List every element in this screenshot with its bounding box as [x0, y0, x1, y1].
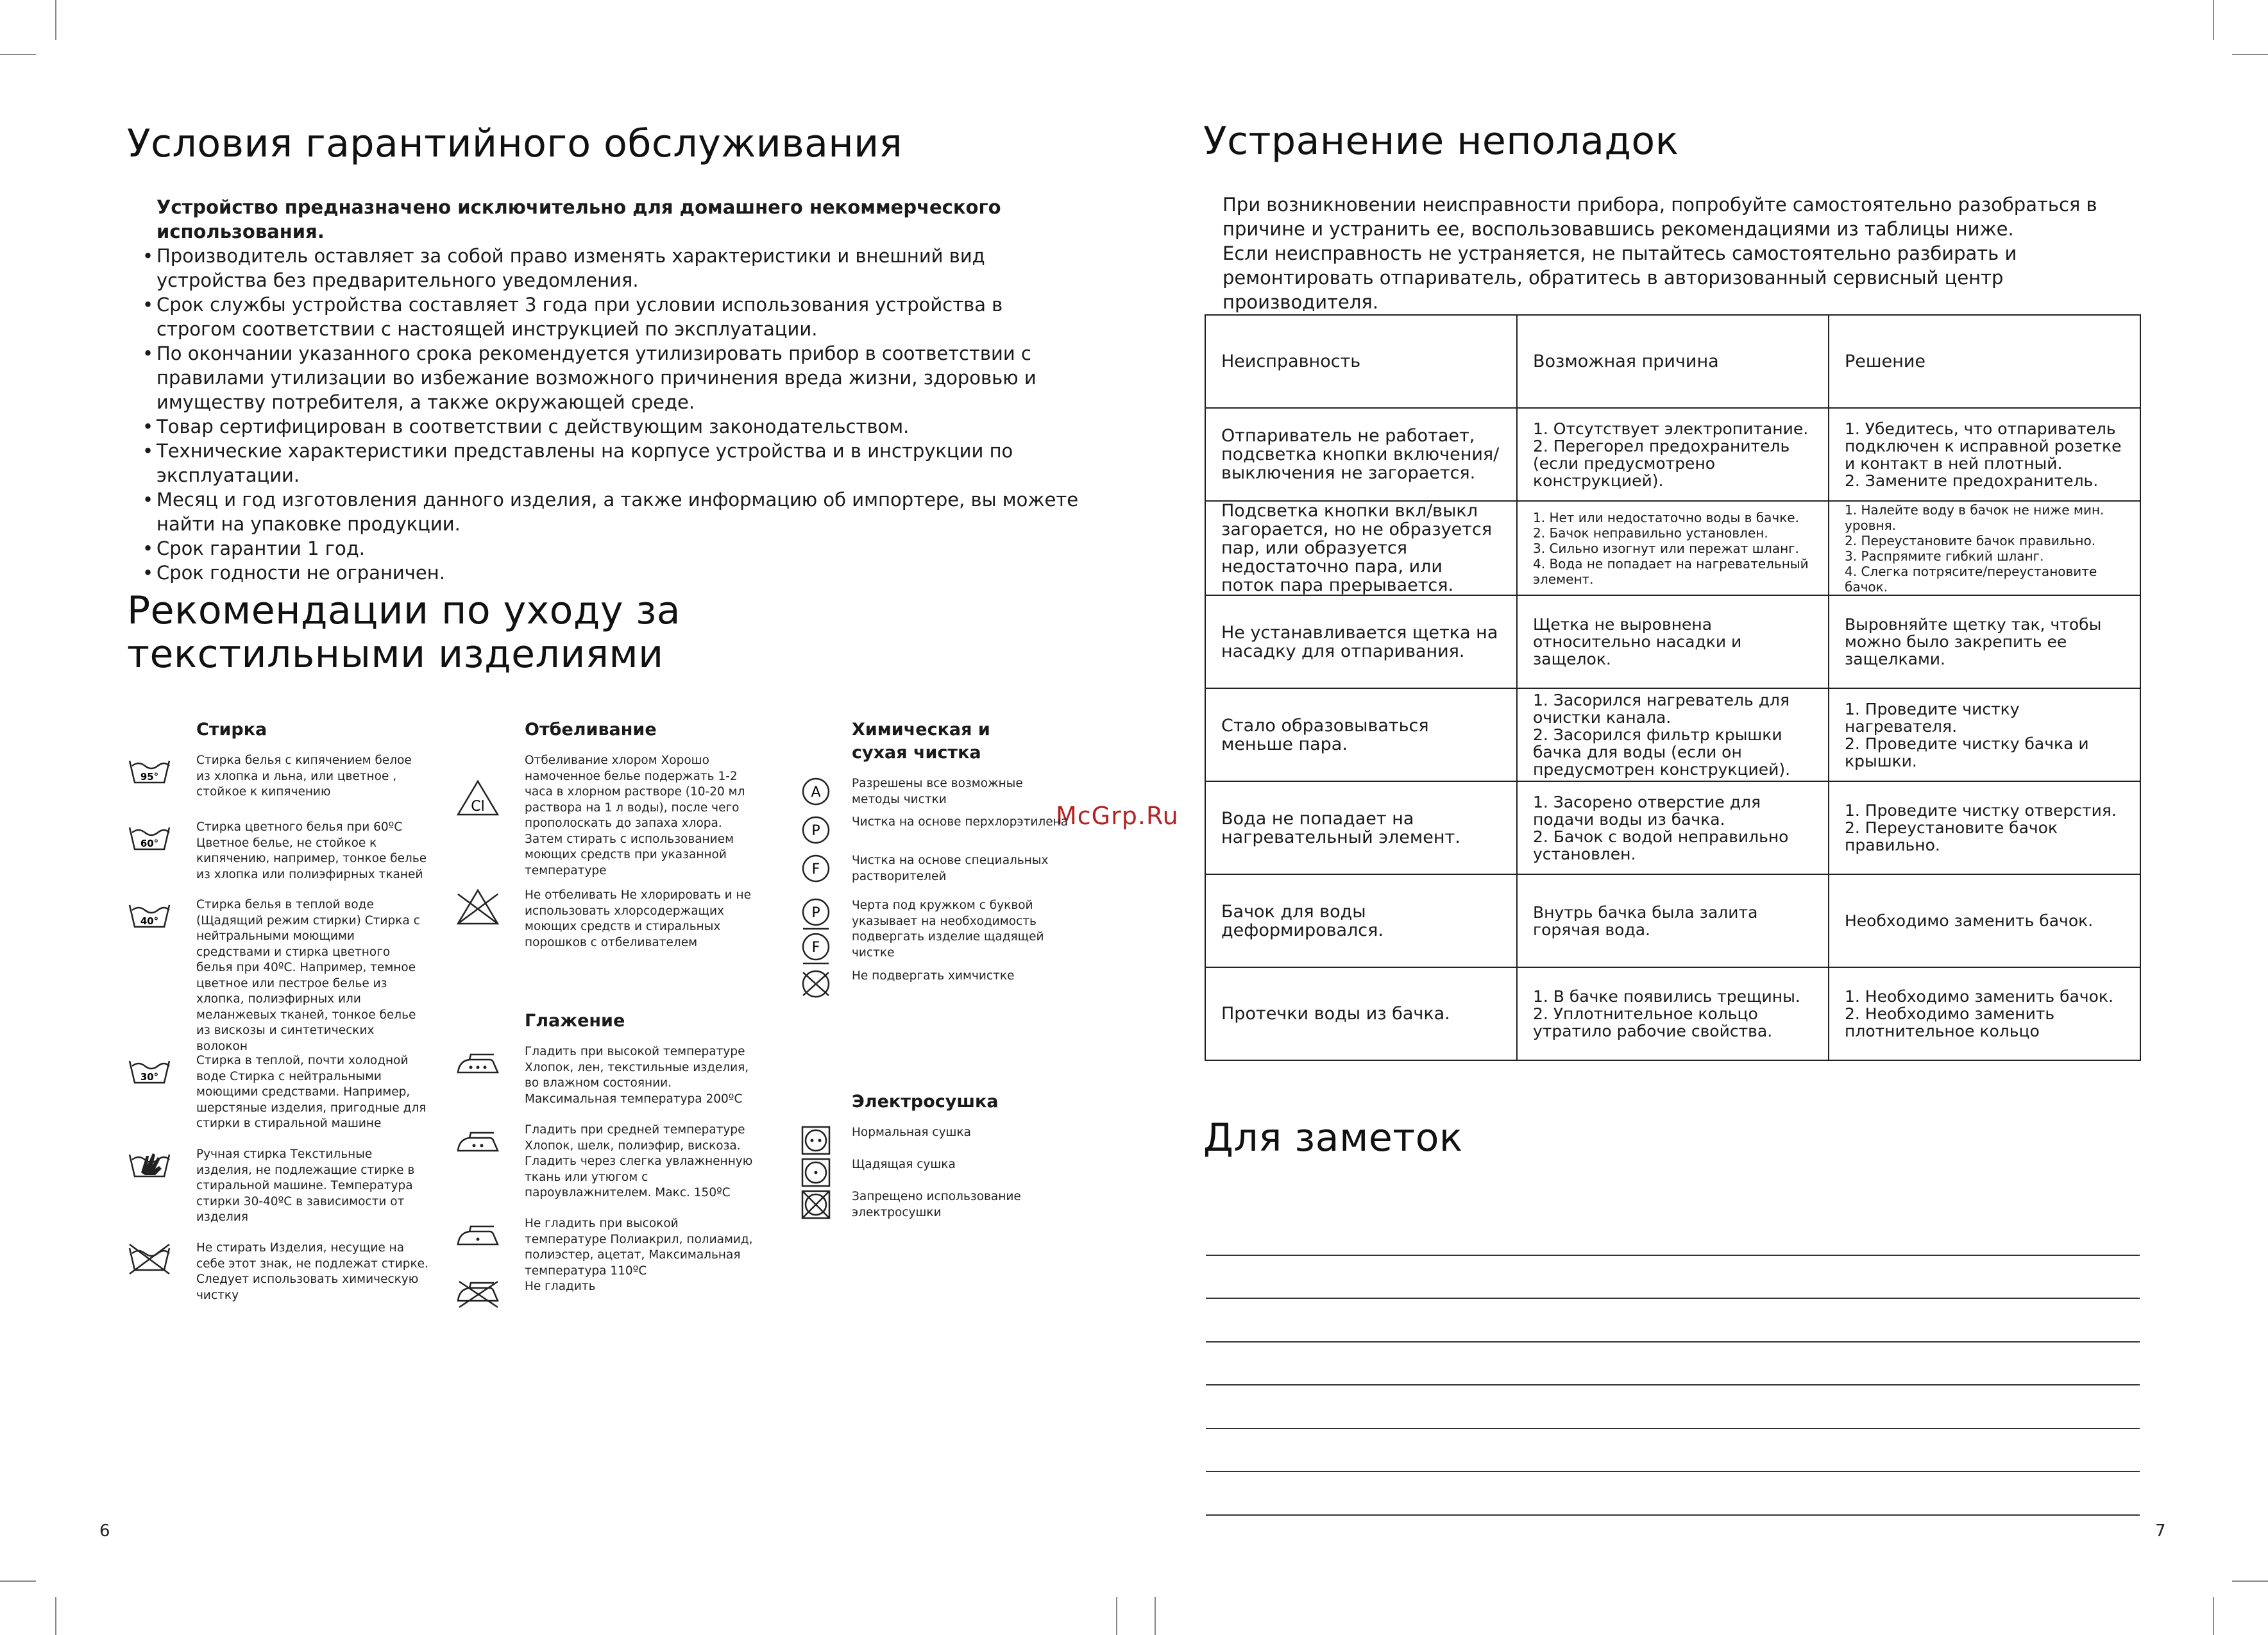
- care-item: [455, 1216, 763, 1279]
- bleaching-column: [455, 718, 763, 1317]
- warranty-list: [142, 244, 1079, 585]
- care-item-text: Нормальная сушка: [852, 1126, 971, 1139]
- care-item: [800, 815, 1070, 853]
- solution-line: 2. Переустановите бачок правильно.: [1845, 532, 2096, 548]
- cause-line: 2. Перегорел предохранитель: [1533, 436, 1790, 455]
- solution-line: 1. Налейте воду в бачок не ниже мин. уровня.: [1845, 502, 2104, 533]
- care-item: [800, 1157, 1070, 1189]
- cause-cell: [1517, 781, 1829, 874]
- care-item-text: Стирка в теплой, почти холодной воде Стирка с нейтральными моющими средствами. Например, шерстяные изделия, пригодные для стирки в стиральной машине: [196, 1054, 427, 1130]
- notes-lines: [1206, 1212, 2140, 1516]
- cause-line: 3. Сильно изогнут или пережат шланг.: [1533, 540, 1800, 556]
- crop-mark: [2232, 54, 2268, 55]
- table-row: [1205, 408, 2140, 501]
- wash-40-icon: [127, 897, 172, 936]
- care-item-text: Стирка белья в теплой воде (Щадящий режим стирки) Стирка с нейтральными моющими средствами и стирка цветного белья при 40ºС. Например, темное цветное или пестрое белье из хлопка, полиэфирных или меланжевых тканей, тонкое белье из вискозы и синтетических волокон: [196, 898, 420, 1053]
- care-item: [127, 1147, 428, 1241]
- cause-cell: [1517, 408, 1829, 501]
- care-item: [127, 820, 428, 897]
- troubleshooting-intro: [1223, 192, 2146, 314]
- solution-cell: [1829, 874, 2140, 967]
- cause-line: 4. Вода не попадает на нагревательный элемент.: [1533, 555, 1809, 587]
- cause-line: 1. Нет или недостаточно воды в бачке.: [1533, 509, 1799, 525]
- washing-column: [127, 718, 428, 1305]
- care-title: Рекомендации по уходу за текстильными изделиями: [127, 588, 681, 677]
- dryclean-f-label: F: [811, 861, 820, 877]
- header-solution: Решение: [1829, 315, 2140, 408]
- solution-line: 2. Замените предохранитель.: [1845, 471, 2099, 490]
- warranty-item: • По окончании указанного срока рекомендуется утилизировать прибор в соответствии с правилами утилизации во избежание возможного причинения вреда жизни, здоровью и имуществу потребителя, а также окружающей среде.: [142, 341, 1079, 414]
- crop-mark: [2232, 1580, 2268, 1582]
- dryclean-f-icon: [800, 853, 831, 884]
- warranty-title: Условия гарантийного обслуживания: [127, 121, 903, 166]
- crop-mark: [55, 0, 56, 40]
- note-line: [1206, 1472, 2140, 1516]
- cause-line: 2. Бачок с водой неправильно установлен.: [1533, 827, 1789, 863]
- care-item: [455, 753, 763, 888]
- page-number-left: 6: [99, 1521, 110, 1541]
- watermark: McGrp.Ru: [1056, 802, 1179, 830]
- table-row: [1205, 781, 2140, 874]
- intro-paragraph: Если неисправность не устраняется, не пытайтесь самостоятельно разбирать и ремонтировать отпариватель, обратитесь в авторизованный сервисный центр производителя.: [1223, 242, 2017, 313]
- solution-line: Необходимо заменить бачок.: [1845, 911, 2094, 930]
- care-item: [127, 897, 428, 1053]
- solution-cell: [1829, 781, 2140, 874]
- dryclean-column: [800, 718, 1070, 1228]
- solution-line: 1. Убедитесь, что отпариватель подключен к исправной розетке и контакт в ней плотный.: [1845, 419, 2122, 473]
- solution-line: 3. Распрямите гибкий шланг.: [1845, 548, 2044, 564]
- care-item: [455, 1044, 763, 1122]
- cause-line: Внутрь бачка была залита горячая вода.: [1533, 902, 1758, 939]
- warranty-item: • Месяц и год изготовления данного изделия, а также информацию об импортере, вы можете найти на упаковке продукции.: [142, 487, 1079, 536]
- cause-line: 1. Отсутствует электропитание.: [1533, 419, 1809, 438]
- note-line: [1206, 1212, 2140, 1256]
- no-iron-icon: [455, 1273, 500, 1311]
- solution-cell: [1829, 501, 2140, 595]
- crop-mark: [2213, 0, 2214, 40]
- fault-cell: Подсветка кнопки вкл/выкл загорается, но не образуется пар, или образуется недостаточно пара, или поток пара прерывается.: [1205, 501, 1517, 595]
- cause-cell: [1517, 501, 1829, 595]
- dryclean-p-icon: [800, 815, 831, 845]
- care-item: [455, 1122, 763, 1216]
- care-item: [455, 1279, 763, 1317]
- cause-line: 2. Уплотнительное кольцо утратило рабочие свойства.: [1533, 1004, 1773, 1040]
- care-item-text: Не гладить: [525, 1280, 596, 1293]
- cause-line: 1. Засорился нагреватель для очистки канала.: [1533, 691, 1790, 727]
- care-item-text: Чистка на основе перхлорэтилена: [852, 815, 1069, 829]
- cause-cell: [1517, 688, 1829, 781]
- solution-line: Выровняйте щетку так, чтобы можно было закрепить ее защелками.: [1845, 615, 2102, 668]
- iron-high-icon: [455, 1044, 500, 1083]
- care-item: [127, 753, 428, 820]
- iron-low-icon: [455, 1216, 500, 1255]
- hand-wash-icon: [127, 1147, 172, 1185]
- bleach-chlorine-label: Cl: [471, 799, 485, 815]
- care-item-text: Щадящая сушка: [852, 1158, 956, 1171]
- no-dryclean-icon: [800, 969, 831, 999]
- care-item-text: Ручная стирка Текстильные изделия, не подлежащие стирке в стиральной машине. Температура стирки 30-40ºС в зависимости от изделия: [196, 1148, 415, 1224]
- warranty-item: • Срок гарантии 1 год.: [142, 536, 1079, 561]
- care-item: [455, 888, 763, 1010]
- note-line: [1206, 1299, 2140, 1343]
- care-item: [127, 1053, 428, 1147]
- warranty-lead: Устройство предназначено исключительно для домашнего некоммерческого использования.: [157, 196, 1001, 242]
- wash-60-icon: [127, 820, 172, 858]
- care-item: [800, 898, 1070, 969]
- care-item-text: Не стирать Изделия, несущие на себе этот знак, не подлежат стирке. Следует использовать химическую чистку: [196, 1241, 428, 1302]
- wash-95-label: 95°: [140, 771, 159, 783]
- wash-95-icon: [127, 753, 172, 792]
- table-row: [1205, 967, 2140, 1060]
- solution-line: 1. Необходимо заменить бачок.: [1845, 987, 2113, 1006]
- no-tumble-icon: [800, 1189, 831, 1220]
- tumble-heading: Электросушка: [852, 1092, 999, 1112]
- dryclean-a-label: A: [811, 784, 821, 801]
- care-item-text: Запрещено использование электросушки: [852, 1190, 1021, 1219]
- fault-cell: Отпариватель не работает, подсветка кнопки включения/выключения не загорается.: [1205, 408, 1517, 501]
- page-number-right: 7: [2155, 1521, 2166, 1541]
- care-item-text: Черта под кружком с буквой указывает на необходимость подвергать изделие щадящей чистке: [852, 899, 1044, 960]
- note-line: [1206, 1429, 2140, 1473]
- cause-line: Щетка не выровнена относительно насадки и защелок.: [1533, 615, 1742, 668]
- warranty-item: • Производитель оставляет за собой право изменять характеристики и внешний вид устройства без предварительного уведомления.: [142, 244, 1079, 292]
- fault-cell: Не устанавливается щетка на насадку для отпаривания.: [1205, 595, 1517, 688]
- dryclean-gentle-icon: [800, 898, 831, 969]
- care-item-text: Гладить при высокой температуре Хлопок, лен, текстильные изделия, во влажном состоянии. Максимальная температура 200ºС: [525, 1045, 749, 1106]
- care-item: [800, 969, 1070, 1090]
- washing-heading: Стирка: [196, 720, 267, 740]
- solution-cell: [1829, 408, 2140, 501]
- cause-line: 1. В бачке появились трещины.: [1533, 987, 1800, 1006]
- bleach-chlorine-icon: [455, 779, 500, 817]
- cause-line: 1. Засорено отверстие для подачи воды из бачка.: [1533, 792, 1761, 829]
- warranty-item: • Технические характеристики представлены на корпусе устройства и в инструкции по эксплуатации.: [142, 439, 1079, 487]
- solution-line: 2. Переустановите бачок правильно.: [1845, 818, 2058, 854]
- cause-cell: [1517, 967, 1829, 1060]
- warranty-section: [142, 195, 1079, 585]
- cause-line: 2. Бачок неправильно установлен.: [1533, 525, 1768, 541]
- troubleshooting-title: Устранение неполадок: [1203, 119, 1679, 164]
- dryclean-p-label: P: [811, 823, 820, 839]
- wash-30-label: 30°: [140, 1071, 159, 1083]
- care-item: [800, 853, 1070, 898]
- table-row: [1205, 595, 2140, 688]
- header-cause: Возможная причина: [1517, 315, 1829, 408]
- fault-cell: Протечки воды из бачка.: [1205, 967, 1517, 1060]
- solution-cell: [1829, 595, 2140, 688]
- care-item-text: Разрешены все возможные методы чистки: [852, 777, 1023, 806]
- iron-medium-icon: [455, 1122, 500, 1161]
- crop-mark: [55, 1597, 56, 1635]
- note-line: [1206, 1343, 2140, 1386]
- care-item-text: Стирка белья с кипячением белое из хлопка и льна, или цветное , стойкое к кипячению: [196, 754, 412, 799]
- care-item-text: Чистка на основе специальных растворителей: [852, 854, 1049, 883]
- solution-cell: [1829, 688, 2140, 781]
- crop-mark: [1155, 1597, 1156, 1635]
- cause-line: (если предусмотрено конструкцией).: [1533, 453, 1716, 490]
- care-item: [800, 776, 1070, 815]
- solution-line: 2. Проведите чистку бачка и крышки.: [1845, 734, 2089, 770]
- care-item: [800, 1125, 1070, 1157]
- warranty-item: • Срок службы устройства составляет 3 года при условии использования устройства в строгом соответствии с настоящей инструкцией по эксплуатации.: [142, 292, 1079, 341]
- warranty-item: • Срок годности не ограничен.: [142, 561, 1079, 585]
- wash-60-label: 60°: [140, 838, 159, 849]
- bleaching-heading: Отбеливание: [525, 720, 657, 740]
- cause-cell: [1517, 874, 1829, 967]
- solution-line: 4. Слегка потрясите/переустановите бачок.: [1845, 563, 2097, 595]
- crop-mark: [2213, 1597, 2214, 1635]
- note-line: [1206, 1385, 2140, 1429]
- dryclean-a-icon: [800, 776, 831, 807]
- care-item-text: Отбеливание хлором Хорошо намоченное белье подержать 1-2 часа в хлорном растворе (10-20 мл раствора на 1 л воды), после чего прополоскать до запаха хлора. Затем стирать с использованием моющих средств при указанной температуре: [525, 754, 745, 877]
- notes-title: Для заметок: [1203, 1115, 1463, 1160]
- fault-cell: Вода не попадает на нагревательный элемент.: [1205, 781, 1517, 874]
- table-header-row: [1205, 315, 2140, 408]
- dryclean-heading: Химическая и сухая чистка: [852, 720, 990, 763]
- wash-40-label: 40°: [140, 915, 159, 927]
- care-item: [127, 1241, 428, 1305]
- note-line: [1206, 1256, 2140, 1300]
- wash-30-icon: [127, 1053, 172, 1092]
- crop-mark: [1116, 1597, 1117, 1635]
- solution-line: 1. Проведите чистку нагревателя.: [1845, 699, 2020, 736]
- no-wash-icon: [127, 1241, 172, 1279]
- table-row: [1205, 501, 2140, 595]
- cause-cell: [1517, 595, 1829, 688]
- care-item: [800, 1189, 1070, 1228]
- dryclean-gentle-p-label: P: [811, 905, 820, 921]
- care-item-text: Не гладить при высокой температуре Полиакрил, полиамид, полиэстер, ацетат, Максимальная температура 110ºС: [525, 1217, 753, 1278]
- solution-line: 2. Необходимо заменить плотнительное кольцо: [1845, 1004, 2055, 1040]
- intro-paragraph: При возникновении неисправности прибора, попробуйте самостоятельно разобраться в причине и устранить ее, воспользовавшись рекомендациями из таблицы ниже.: [1223, 194, 2097, 240]
- tumble-gentle-icon: [800, 1157, 831, 1188]
- dryclean-gentle-f-label: F: [811, 940, 820, 956]
- warranty-item: • Товар сертифицирован в соответствии с действующим законодательством.: [142, 414, 1079, 439]
- crop-mark: [0, 54, 36, 55]
- table-row: [1205, 688, 2140, 781]
- header-fault: Неисправность: [1205, 315, 1517, 408]
- care-item-text: Не отбеливать Не хлорировать и не использовать хлорсодержащих моющих средств и стиральных порошков с отбеливателем: [525, 888, 751, 949]
- tumble-normal-icon: [800, 1125, 831, 1156]
- solution-cell: [1829, 967, 2140, 1060]
- fault-cell: Стало образовываться меньше пара.: [1205, 688, 1517, 781]
- crop-mark: [0, 1580, 36, 1582]
- fault-cell: Бачок для воды деформировался.: [1205, 874, 1517, 967]
- solution-line: 1. Проведите чистку отверстия.: [1845, 801, 2117, 820]
- no-bleach-icon: [455, 888, 500, 926]
- table-row: [1205, 874, 2140, 967]
- care-item-text: Гладить при средней температуре Хлопок, шелк, полиэфир, вискоза. Гладить через слегка увлажненную ткань или утюгом с пароувлажнителем. Макс. 150ºС: [525, 1123, 753, 1199]
- ironing-heading: Глажение: [525, 1011, 625, 1031]
- care-item-text: Стирка цветного белья при 60ºС Цветное белье, не стойкое к кипячению, например, тонкое белье из хлопка или полиэфирных тканей: [196, 820, 427, 881]
- troubleshooting-table: [1205, 314, 2141, 1061]
- care-item-text: Не подвергать химчистке: [852, 969, 1015, 983]
- cause-line: 2. Засорился фильтр крышки бачка для воды (если он предусмотрен конструкцией).: [1533, 725, 1791, 779]
